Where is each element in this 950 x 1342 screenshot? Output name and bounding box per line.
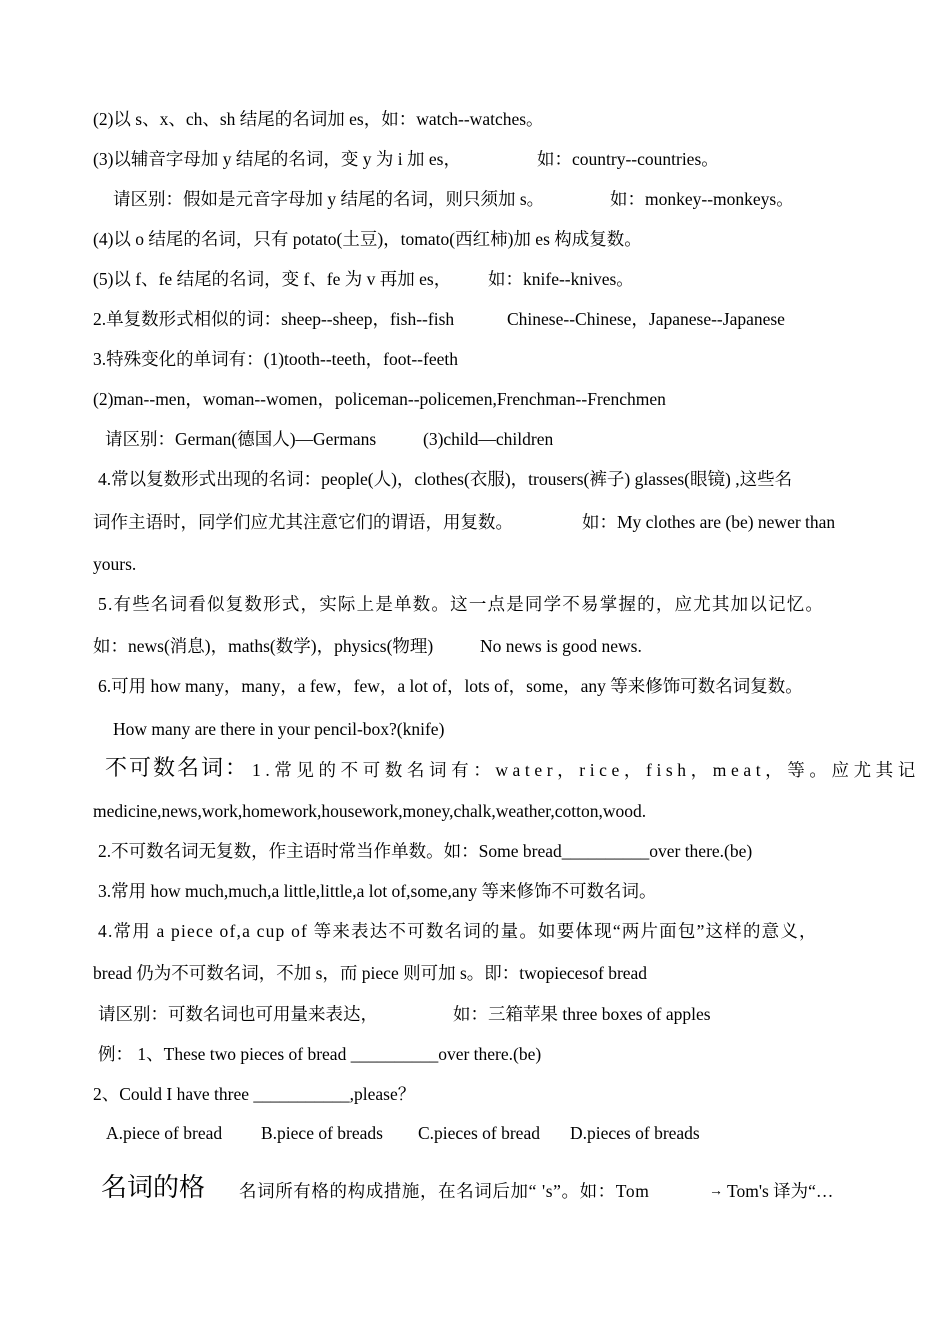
text-line: 词作主语时，同学们应尤其注意它们的谓语，用复数。 bbox=[93, 512, 513, 532]
text-line: (3)以辅音字母加 y 结尾的名词，变 y 为 i 加 es， bbox=[93, 149, 461, 169]
text-line: 如：My clothes are (be) newer than bbox=[582, 512, 836, 532]
text-line: (5)以 f、fe 结尾的名词，变 f、fe 为 v 再加 es， bbox=[93, 269, 452, 289]
text-line: 4.常用 a piece of,a cup of 等来表达不可数名词的量。如要体现“两片面包”这样的意义， bbox=[98, 921, 818, 941]
text-line: 6.可用 how many，many，a few，few，a lot of，lots of，some，any 等来修饰可数名词复数。 bbox=[98, 676, 803, 696]
text-line: 如：knife--knives。 bbox=[488, 269, 634, 289]
text-line: Tom's 译为“… bbox=[727, 1181, 834, 1201]
text-line: 名词所有格的构成措施，在名词后加“ 's”。如：Tom bbox=[239, 1181, 650, 1201]
text-line: 4.常以复数形式出现的名词：people(人)，clothes(衣服)，trousers(裤子) glasses(眼镜) ,这些名 bbox=[98, 469, 793, 489]
text-line: 5.有些名词看似复数形式，实际上是单数。这一点是同学不易掌握的，应尤其加以记忆。 bbox=[98, 594, 825, 614]
text-line: 请区别：German(德国人)—Germans bbox=[105, 429, 377, 449]
option-d: D.pieces of breads bbox=[570, 1123, 700, 1143]
arrow-icon: → bbox=[709, 1184, 723, 1199]
text-line: 如：news(消息)，maths(数学)，physics(物理) bbox=[93, 636, 434, 656]
exercise-line: 例： 1、These two pieces of bread __________over there.(be) bbox=[98, 1044, 542, 1064]
option-b: B.piece of breads bbox=[261, 1123, 383, 1143]
section-heading: 不可数名词： bbox=[105, 755, 250, 780]
text-line: How many are there in your pencil-box?(knife) bbox=[113, 719, 445, 739]
section-title: 名词的格 bbox=[101, 1173, 206, 1202]
text-line: (4)以 o 结尾的名词，只有 potato(土豆)，tomato(西红柿)加 es 构成复数。 bbox=[93, 229, 642, 249]
text-line: 2.单复数形式相似的词：sheep--sheep，fish--fish bbox=[93, 309, 455, 329]
text-line: 1.常见的不可数名词有：water，rice，fish，meat，等。应尤其记 bbox=[252, 760, 920, 780]
text-line: 3.常用 how much,much,a little,little,a lot of,some,any 等来修饰不可数名词。 bbox=[98, 881, 657, 901]
text-line: Chinese--Chinese，Japanese--Japanese bbox=[507, 309, 785, 329]
exercise-line: 2、Could I have three ___________,please？ bbox=[93, 1084, 416, 1104]
text-line: 请区别：可数名词也可用量来表达， bbox=[98, 1004, 378, 1024]
text-line: 3.特殊变化的单词有：(1)tooth--teeth，foot--feeth bbox=[93, 349, 458, 369]
text-line: 如：country--countries。 bbox=[537, 149, 719, 169]
text-line: 如：三箱苹果 three boxes of apples bbox=[453, 1004, 711, 1024]
text-line: yours. bbox=[93, 554, 137, 574]
text-line: No news is good news. bbox=[480, 636, 642, 656]
text-line: 请区别：假如是元音字母加 y 结尾的名词，则只须加 s。 bbox=[113, 189, 545, 209]
option-c: C.pieces of bread bbox=[418, 1123, 540, 1143]
text-line: medicine,news,work,homework,housework,money,chalk,weather,cotton,wood. bbox=[93, 801, 647, 821]
text-line: 2.不可数名词无复数，作主语时常当作单数。如：Some bread__________over there.(be) bbox=[98, 841, 753, 861]
text-line: bread 仍为不可数名词，不加 s，而 piece 则可加 s。即：twopiecesof bread bbox=[93, 963, 648, 983]
text-line: (3)child—children bbox=[423, 429, 554, 449]
option-a: A.piece of bread bbox=[106, 1123, 223, 1143]
text-line: (2)以 s、x、ch、sh 结尾的名词加 es，如：watch--watches。 bbox=[93, 109, 544, 129]
text-line: 如：monkey--monkeys。 bbox=[610, 189, 794, 209]
text-line: (2)man--men，woman--women，policeman--policemen,Frenchman--Frenchmen bbox=[93, 389, 666, 409]
